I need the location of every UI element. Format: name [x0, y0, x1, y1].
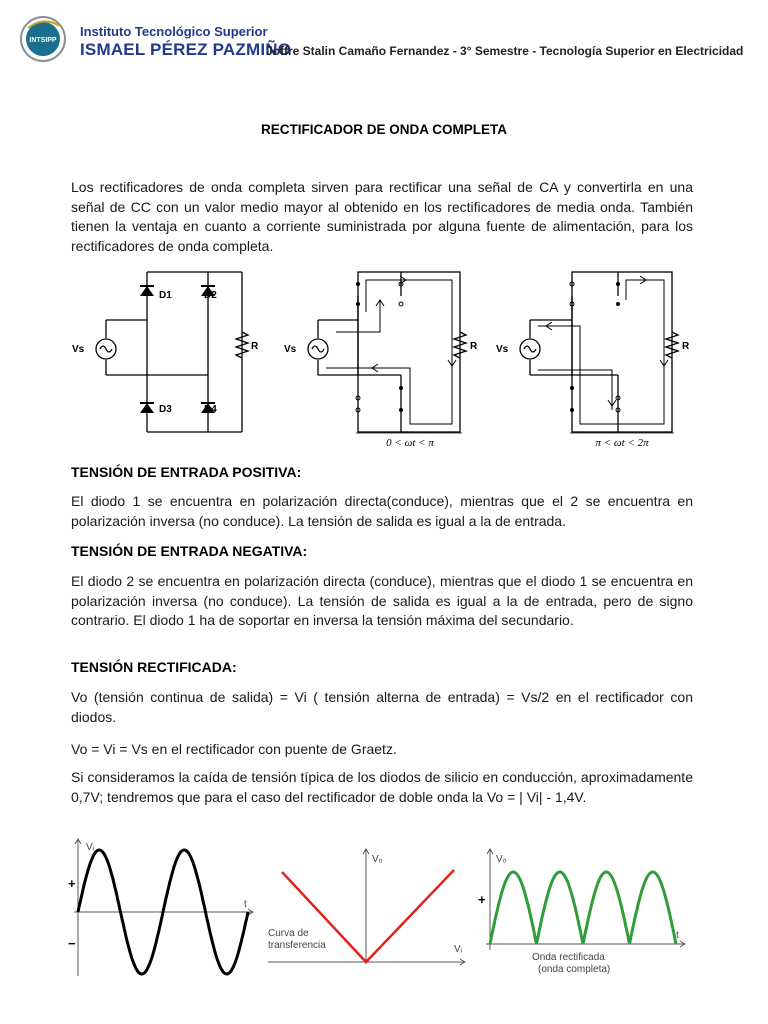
logo-badge-text: INTSIPP	[29, 37, 57, 44]
label-vs-3: Vs	[496, 344, 509, 355]
caption-negative-cycle: π < ωt < 2π	[595, 437, 649, 449]
input-sine-graph	[68, 839, 253, 976]
institute-name-line2: ISMAEL PÉREZ PAZMIÑO	[80, 40, 292, 59]
author-line: Joffre Stalin Camaño Fernandez - 3° Semestre - Tecnología Superior en Electricidad	[266, 44, 744, 58]
caption-positive-cycle: 0 < ωt < π	[386, 437, 434, 449]
negative-cycle-arrows	[546, 276, 668, 406]
heading-negative-input: TENSIÓN DE ENTRADA NEGATIVA:	[71, 543, 308, 559]
intro-paragraph: Los rectificadores de onda completa sirven para rectificar una señal de CA y convertirla en una señal de CC con un valor medio mayor al obtenido en los rectificadores de media onda. También tienen la ventaja en cuanto a corriente suministrada por alguna fuente de alimentación, para los rectificadores de onda completa.	[71, 179, 693, 254]
rectified-paragraph-3: Si consideramos la caída de tensión típica de los diodos de silicio en conducción, aproximadamente 0,7V; tendremos que para el caso del rectificador de doble onda la Vo = | Vi| - 1,4V.	[71, 769, 693, 805]
label-vs-1: Vs	[72, 344, 85, 355]
rectified-paragraph-1: Vo (tensión continua de salida) = Vi ( tensión alterna de entrada) = Vs/2 en el rectificador con diodos.	[71, 689, 693, 725]
positive-cycle-circuit	[308, 272, 466, 432]
transfer-ylabel: Vₒ	[372, 854, 383, 865]
rectified-ylabel: Vₒ	[496, 854, 507, 865]
label-d1: D1	[159, 290, 172, 301]
bridge-circuit	[96, 272, 248, 432]
input-plus-sign: +	[68, 876, 76, 891]
label-d2: D2	[204, 290, 217, 301]
transfer-label-line2: transferencia	[268, 940, 326, 951]
diode-d3-icon	[140, 403, 154, 413]
rectified-plus-sign: +	[478, 892, 486, 907]
bridge-rectifier-circuits	[60, 260, 700, 452]
rectified-t-label: t	[676, 930, 679, 941]
document-title: RECTIFICADOR DE ONDA COMPLETA	[261, 122, 507, 137]
heading-positive-input: TENSIÓN DE ENTRADA POSITIVA:	[71, 464, 302, 480]
rectified-paragraph-2: Vo = Vi = Vs en el rectificador con puente de Graetz.	[71, 741, 397, 757]
input-t-label: t	[244, 899, 247, 910]
diode-d1-icon	[140, 286, 154, 296]
heading-rectified-voltage: TENSIÓN RECTIFICADA:	[71, 659, 237, 675]
label-d3: D3	[159, 404, 172, 415]
label-r-1: R	[251, 341, 259, 352]
input-ylabel: Vᵢ	[86, 842, 95, 853]
negative-input-paragraph: El diodo 2 se encuentra en polarización directa (conduce), mientras que el diodo 1 se encuentra en polarización inversa (no conduce). La tensión de salida es igual a la de entrada, pero de signo contrario. El diodo 1 ha de soportar en inversa la tensión máxima del secundario.	[71, 573, 693, 628]
positive-input-paragraph: El diodo 1 se encuentra en polarización directa(conduce), mientras que el 2 se encuentra en polarización inversa (no conduce). La tensión de salida es igual a la de entrada.	[71, 493, 693, 529]
label-r-3: R	[682, 341, 690, 352]
institute-name-line1: Instituto Tecnológico Superior	[80, 24, 268, 39]
transfer-curve-graph	[268, 849, 465, 965]
waveform-graphs	[64, 836, 704, 986]
rectified-wave-curve	[490, 872, 676, 944]
label-r-2: R	[470, 341, 478, 352]
label-d4: D4	[204, 404, 217, 415]
input-minus-sign: −	[68, 936, 76, 951]
transfer-xlabel: Vᵢ	[454, 944, 463, 955]
positive-cycle-arrows	[372, 276, 456, 372]
rectified-label-line2: (onda completa)	[538, 964, 611, 975]
label-vs-2: Vs	[284, 344, 297, 355]
rectified-label-line1: Onda rectificada	[532, 952, 605, 963]
transfer-label-line1: Curva de	[268, 928, 309, 939]
institute-logo	[18, 14, 292, 68]
rectified-wave-graph	[478, 849, 685, 975]
negative-cycle-circuit	[520, 272, 678, 432]
intsipp-badge-icon	[18, 14, 74, 68]
